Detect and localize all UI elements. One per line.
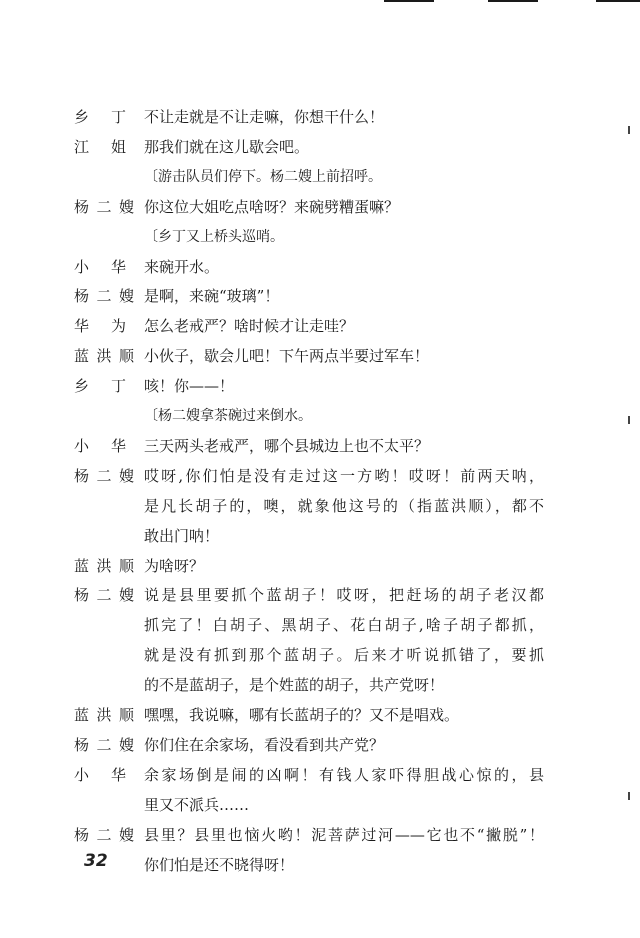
dialogue-line xyxy=(0,313,640,339)
dialogue-line xyxy=(0,523,640,549)
dialogue-text: 小伙子，歇会儿吧！下午两点半要过军车！ xyxy=(144,347,430,366)
dialogue-text: 抓完了！白胡子、黑胡子、花白胡子,啥子胡子都抓， xyxy=(144,616,544,635)
speaker-name: 蓝 洪 顺 xyxy=(74,347,134,366)
speaker-name: 杨 二 嫂 xyxy=(74,586,134,605)
dialogue-text: 怎么老戒严？啥时候才让走哇？ xyxy=(144,317,355,336)
stage-direction-line xyxy=(0,164,640,190)
speaker-name: 杨 二 嫂 xyxy=(74,466,134,485)
speaker-name: 乡 丁 xyxy=(74,377,126,396)
speaker-name: 华 为 xyxy=(74,317,126,336)
dialogue-line xyxy=(0,343,640,369)
dialogue-line xyxy=(0,463,640,489)
dialogue-text: 县里？县里也恼火哟！泥菩萨过河——它也不“撇脱”！ xyxy=(144,825,544,844)
dialogue-text: 是啊，来碗“玻璃”！ xyxy=(144,287,280,306)
dialogue-line xyxy=(0,642,640,668)
dialogue-text: 是凡长胡子的，噢，就象他这号的（指蓝洪顺），都不 xyxy=(144,496,544,515)
dialogue-line xyxy=(0,283,640,309)
dialogue-text: 不让走就是不让走嘛，你想干什么！ xyxy=(144,108,385,126)
dialogue-line xyxy=(0,762,640,788)
dialogue-line xyxy=(0,433,640,459)
dialogue-line xyxy=(0,254,640,280)
dialogue-line xyxy=(0,792,640,818)
dialogue-line xyxy=(0,194,640,220)
dialogue-text: 你们怕是还不晓得呀！ xyxy=(144,855,295,874)
top-rule-2 xyxy=(488,0,538,2)
dialogue-text: 就是没有抓到那个蓝胡子。后来才听说抓错了，要抓 xyxy=(144,646,544,665)
top-rule-1 xyxy=(384,0,434,2)
dialogue-text: 里又不派兵…… xyxy=(144,795,250,814)
dialogue-text: 三天两头老戒严，哪个县城边上也不太平？ xyxy=(144,436,430,455)
speaker-name: 小 华 xyxy=(74,257,126,276)
dialogue-line xyxy=(0,104,640,130)
stage-direction-text: 〔乡丁又上桥头巡哨。 xyxy=(144,228,284,245)
dialogue-text: 哎呀,你们怕是没有走过这一方哟！哎呀！前两天呐， xyxy=(144,466,544,485)
dialogue-line xyxy=(0,732,640,758)
dialogue-text: 说是县里要抓个蓝胡子！哎呀，把赶场的胡子老汉都 xyxy=(144,586,544,605)
speaker-name: 杨 二 嫂 xyxy=(74,825,134,844)
dialogue-text: 的不是蓝胡子，是个姓蓝的胡子，共产党呀！ xyxy=(144,676,445,695)
speaker-name: 杨 二 嫂 xyxy=(74,735,134,754)
stage-direction-text: 〔游击队员们停下。杨二嫂上前招呼。 xyxy=(144,168,382,185)
speaker-name: 小 华 xyxy=(74,765,126,784)
dialogue-line xyxy=(0,672,640,698)
dialogue-line xyxy=(0,582,640,608)
dialogue-text: 敢出门呐！ xyxy=(144,526,220,545)
dialogue-text: 为啥呀？ xyxy=(144,556,205,575)
dialogue-text: 你这位大姐吃点啥呀？来碗劈糟蛋嘛？ xyxy=(144,197,400,216)
dialogue-line xyxy=(0,612,640,638)
speaker-name: 蓝 洪 顺 xyxy=(74,556,134,575)
dialogue-line xyxy=(0,134,640,160)
dialogue-line xyxy=(0,493,640,519)
dialogue-line xyxy=(0,702,640,728)
speaker-name: 蓝 洪 顺 xyxy=(74,706,134,724)
stage-direction-line xyxy=(0,224,640,250)
dialogue-line xyxy=(0,553,640,579)
speaker-name: 杨 二 嫂 xyxy=(74,287,134,306)
dialogue-line xyxy=(0,822,640,848)
dialogue-text: 咳！你——！ xyxy=(144,377,235,396)
stage-direction-line xyxy=(0,403,640,429)
speaker-name: 江 姐 xyxy=(74,137,126,156)
dialogue-text: 来碗开水。 xyxy=(144,257,220,276)
dialogue-text: 那我们就在这儿歇会吧。 xyxy=(144,137,310,156)
dialogue-text: 余家场倒是闹的凶啊！有钱人家吓得胆战心惊的，县 xyxy=(144,765,544,784)
top-rule-3 xyxy=(596,0,640,2)
page-number: 32 xyxy=(84,851,108,871)
stage-direction-text: 〔杨二嫂拿茶碗过来倒水。 xyxy=(144,408,312,424)
speaker-name: 乡 丁 xyxy=(74,108,126,126)
dialogue-line xyxy=(0,373,640,399)
speaker-name: 杨 二 嫂 xyxy=(74,197,134,216)
dialogue-text: 嘿嘿，我说嘛，哪有长蓝胡子的？又不是唱戏。 xyxy=(144,706,460,724)
speaker-name: 小 华 xyxy=(74,436,126,455)
dialogue-text: 你们住在余家场，看没看到共产党？ xyxy=(144,735,385,754)
